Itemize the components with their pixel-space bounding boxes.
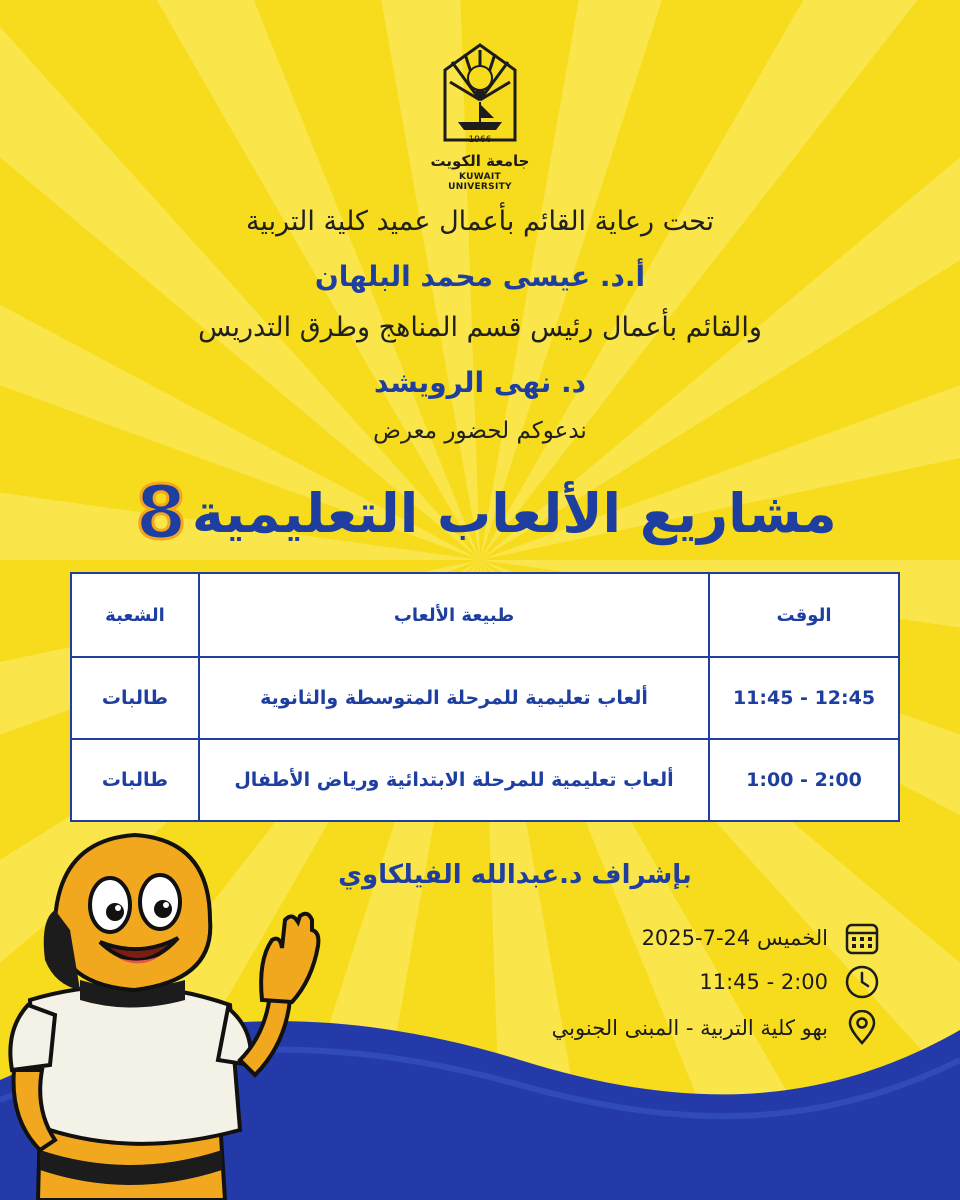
row-type: ألعاب تعليمية للمرحلة المتوسطة والثانوية xyxy=(199,657,709,739)
logo-name-english: KUWAIT UNIVERSITY xyxy=(448,172,512,192)
row-section: طالبات xyxy=(71,739,199,821)
invitation-line: ندعوكم لحضور معرض xyxy=(373,418,587,444)
department-head-line: والقائم بأعمال رئيس قسم المناهج وطرق التدريس xyxy=(198,312,762,343)
kuwait-university-logo xyxy=(430,40,530,190)
row-time: 2:00 - 1:00 xyxy=(709,739,899,821)
header-section: الشعبة xyxy=(71,573,199,657)
table-header-row xyxy=(71,573,899,657)
location-row xyxy=(552,1010,880,1046)
row-type: ألعاب تعليمية للمرحلة الابتدائية ورياض الأطفال xyxy=(199,739,709,821)
bee-mascot-illustration xyxy=(0,820,330,1200)
exhibition-title xyxy=(0,470,960,556)
title-text: مشاريع الألعاب التعليمية xyxy=(191,482,837,545)
date-row xyxy=(642,920,880,956)
event-time: 2:00 - 11:45 xyxy=(699,970,828,994)
logo-name-arabic: جامعة الكويت xyxy=(430,152,530,170)
event-location: بهو كلية التربية - المبنى الجنوبي xyxy=(551,1016,828,1040)
university-emblem-icon xyxy=(430,40,530,150)
row-time: 12:45 - 11:45 xyxy=(709,657,899,739)
table-row xyxy=(71,739,899,821)
location-pin-icon xyxy=(844,1010,880,1046)
department-head-name: د. نهى الرويشد xyxy=(374,366,586,399)
title-number: 8 xyxy=(135,470,187,556)
time-row xyxy=(699,964,880,1000)
schedule-table xyxy=(70,572,900,822)
event-date: الخميس 24-7-2025 xyxy=(641,926,828,950)
logo-year: 1966 xyxy=(468,135,492,145)
row-section: طالبات xyxy=(71,657,199,739)
patronage-line: تحت رعاية القائم بأعمال عميد كلية التربية xyxy=(245,206,715,237)
dean-name: أ.د. عيسى محمد البلهان xyxy=(314,260,646,293)
header-time: الوقت xyxy=(709,573,899,657)
clock-icon xyxy=(844,964,880,1000)
header-type: طبيعة الألعاب xyxy=(199,573,709,657)
supervisor-line: بإشراف د.عبدالله الفيلكاوي xyxy=(338,860,692,890)
table-row xyxy=(71,657,899,739)
calendar-icon xyxy=(844,920,880,956)
